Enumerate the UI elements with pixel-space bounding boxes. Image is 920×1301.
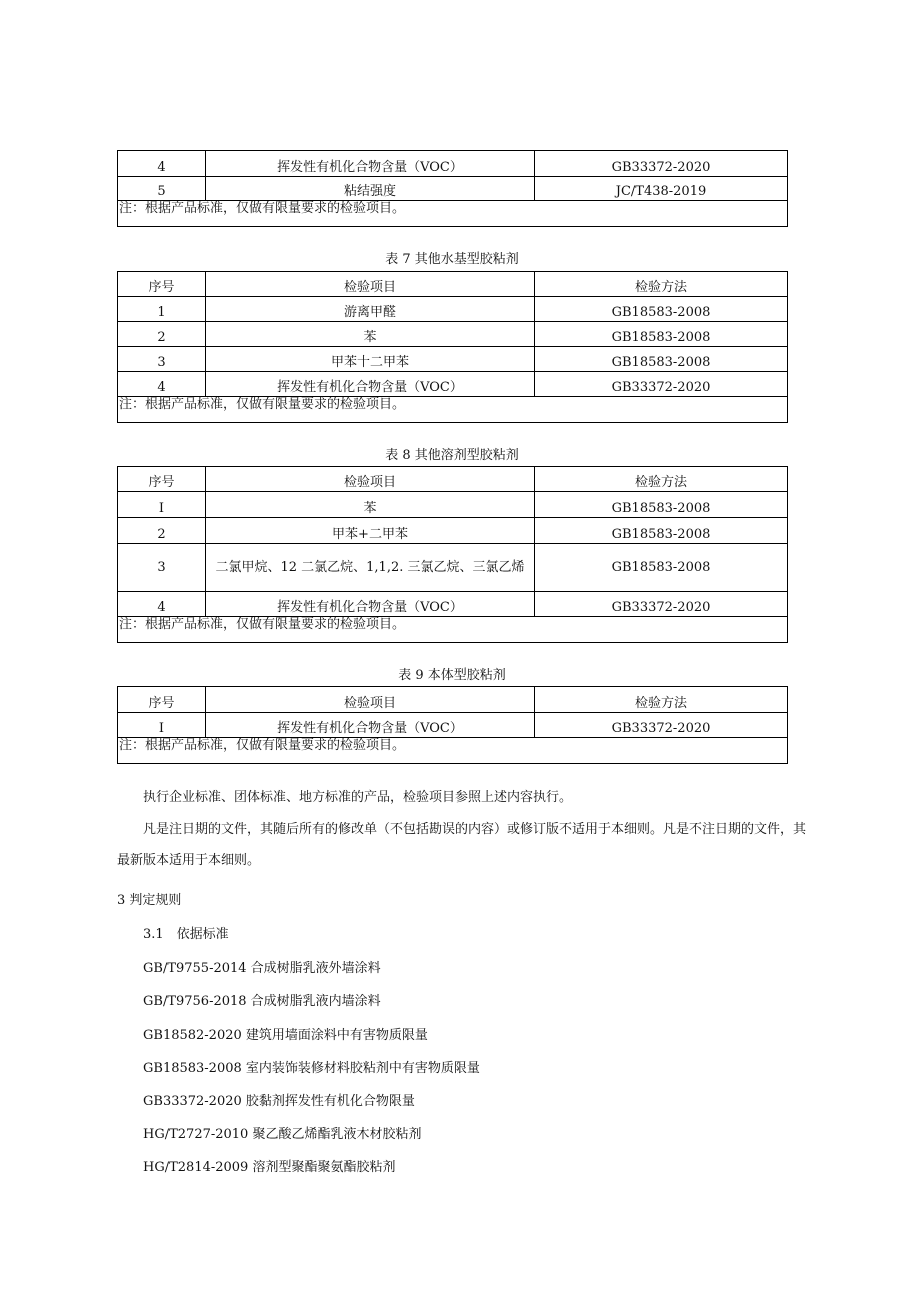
table-row xyxy=(118,518,788,544)
table-note: 注：根据产品标准，仅做有限量要求的检验项目。 xyxy=(118,201,788,227)
header-number: 序号 xyxy=(118,272,206,297)
standard-item: HG/T2814-2009 溶剂型聚酯聚氨酯胶粘剂 xyxy=(143,1160,396,1175)
row-item: 甲苯+二甲苯 xyxy=(206,518,535,544)
row-number: 3 xyxy=(118,347,206,372)
table-7 xyxy=(117,271,788,423)
table-header-row xyxy=(118,467,788,492)
row-item: 挥发性有机化合物含量（VOC） xyxy=(206,713,535,738)
standard-item: GB/T9755-2014 合成树脂乳液外墙涂料 xyxy=(143,961,381,976)
table-row xyxy=(118,347,788,372)
table-7-caption: 表 7 其他水基型胶粘剂 xyxy=(385,252,519,267)
table-header-row xyxy=(118,272,788,297)
row-method: GB18583-2008 xyxy=(535,322,788,347)
paragraph-enterprise-standards: 执行企业标准、团体标准、地方标准的产品，检验项目参照上述内容执行。 xyxy=(143,790,573,805)
table-row xyxy=(118,592,788,617)
table-8 xyxy=(117,466,788,643)
table-note-row xyxy=(118,738,788,764)
table-continued xyxy=(117,150,788,227)
header-method: 检验方法 xyxy=(535,272,788,297)
row-number: 4 xyxy=(118,151,206,177)
row-number: I xyxy=(118,713,206,738)
table-row xyxy=(118,177,788,201)
row-number: 2 xyxy=(118,322,206,347)
row-item: 粘结强度 xyxy=(206,177,535,201)
standard-item: GB33372-2020 胶黏剂挥发性有机化合物限量 xyxy=(143,1094,415,1109)
table-9-caption: 表 9 本体型胶粘剂 xyxy=(398,668,506,683)
row-number: 2 xyxy=(118,518,206,544)
table-row xyxy=(118,713,788,738)
row-number: 1 xyxy=(118,297,206,322)
row-method: JC/T438-2019 xyxy=(535,177,788,201)
row-number: 4 xyxy=(118,372,206,397)
subsection-heading: 3.1 依据标准 xyxy=(143,927,229,942)
header-method: 检验方法 xyxy=(535,467,788,492)
table-row xyxy=(118,322,788,347)
table-row xyxy=(118,544,788,592)
row-item: 甲苯十二甲苯 xyxy=(206,347,535,372)
header-number: 序号 xyxy=(118,467,206,492)
standard-item: HG/T2727-2010 聚乙酸乙烯酯乳液木材胶粘剂 xyxy=(143,1127,422,1142)
table-note: 注：根据产品标准，仅做有限量要求的检验项目。 xyxy=(118,397,788,423)
table-note: 注：根据产品标准，仅做有限量要求的检验项目。 xyxy=(118,617,788,643)
row-item: 挥发性有机化合物含量（VOC） xyxy=(206,592,535,617)
row-item: 苯 xyxy=(206,322,535,347)
row-method: GB33372-2020 xyxy=(535,592,788,617)
row-item: 二氯甲烷、12 二氯乙烷、1,1,2. 三氯乙烷、三氯乙烯 xyxy=(206,544,535,592)
table-note-row xyxy=(118,617,788,643)
row-item: 游离甲醛 xyxy=(206,297,535,322)
row-method: GB18583-2008 xyxy=(535,518,788,544)
table-note: 注：根据产品标准，仅做有限量要求的检验项目。 xyxy=(118,738,788,764)
header-number: 序号 xyxy=(118,687,206,713)
paragraph-dated-references: 凡是注日期的文件，其随后所有的修改单（不包括勘误的内容）或修订版不适用于本细则。凡是不注日期的文件，其最新版本适用于本细则。 xyxy=(117,822,807,868)
row-item: 挥发性有机化合物含量（VOC） xyxy=(206,372,535,397)
row-method: GB18583-2008 xyxy=(535,347,788,372)
row-method: GB18583-2008 xyxy=(535,297,788,322)
row-number: 3 xyxy=(118,544,206,592)
row-number: I xyxy=(118,492,206,518)
table-8-caption: 表 8 其他溶剂型胶粘剂 xyxy=(385,448,519,463)
header-method: 检验方法 xyxy=(535,687,788,713)
table-header-row xyxy=(118,687,788,713)
table-row xyxy=(118,297,788,322)
row-method: GB18583-2008 xyxy=(535,544,788,592)
table-note-row xyxy=(118,201,788,227)
table-row xyxy=(118,372,788,397)
standard-item: GB/T9756-2018 合成树脂乳液内墙涂料 xyxy=(143,994,381,1009)
header-item: 检验项目 xyxy=(206,467,535,492)
row-number: 5 xyxy=(118,177,206,201)
row-method: GB33372-2020 xyxy=(535,372,788,397)
table-note-row xyxy=(118,397,788,423)
row-item: 挥发性有机化合物含量（VOC） xyxy=(206,151,535,177)
table-row xyxy=(118,492,788,518)
header-item: 检验项目 xyxy=(206,272,535,297)
row-method: GB33372-2020 xyxy=(535,713,788,738)
row-method: GB18583-2008 xyxy=(535,492,788,518)
table-row xyxy=(118,151,788,177)
section-heading: 3 判定规则 xyxy=(117,893,182,908)
header-item: 检验项目 xyxy=(206,687,535,713)
standard-item: GB18583-2008 室内装饰装修材料胶粘剂中有害物质限量 xyxy=(143,1061,480,1076)
row-method: GB33372-2020 xyxy=(535,151,788,177)
standard-item: GB18582-2020 建筑用墙面涂料中有害物质限量 xyxy=(143,1028,428,1043)
row-number: 4 xyxy=(118,592,206,617)
table-9 xyxy=(117,686,788,764)
row-item: 苯 xyxy=(206,492,535,518)
